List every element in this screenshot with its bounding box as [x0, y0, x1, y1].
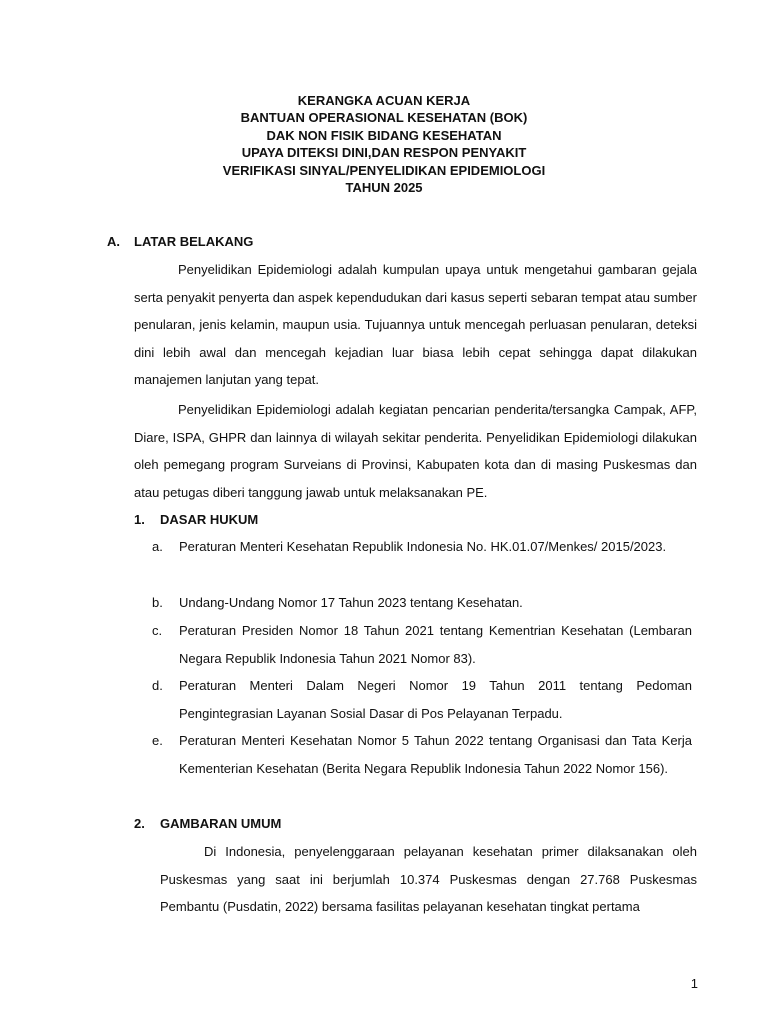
title-line: UPAYA DITEKSI DINI,DAN RESPON PENYAKIT — [241, 145, 527, 161]
section-a-paragraph: Penyelidikan Epidemiologi adalah kegiatan pencarian penderita/tersangka Campak, AFP, Diare, ISPA, GHPR dan lainnya di wilayah sekitar penderita. Penyelidikan Epidemiologi dilakukan oleh pemegang program Surveians di Provinsi, Kabupaten kota dan di masing Puskesmas dan atau petugas diberi tanggung jawab untuk melaksanakan PE. — [134, 402, 697, 500]
list-item-letter: d. — [152, 678, 163, 693]
list-item-letter: c. — [152, 623, 163, 638]
list-item-text: Peraturan Menteri Kesehatan Nomor 5 Tahun 2022 tentang Organisasi dan Tata Kerja Kementerian Kesehatan (Berita Negara Republik Indonesia Tahun 2022 Nomor 156). — [179, 733, 692, 776]
subsection-1-heading: DASAR HUKUM — [160, 512, 259, 527]
subsection-2-heading: GAMBARAN UMUM — [160, 816, 282, 831]
section-a-label: A. — [107, 234, 120, 249]
title-line: TAHUN 2025 — [345, 180, 423, 196]
title-line: KERANGKA ACUAN KERJA — [297, 93, 471, 108]
list-item-letter: e. — [152, 733, 163, 748]
list-item-text: Peraturan Menteri Kesehatan Republik Indonesia No. HK.01.07/Menkes/ 2015/2023. — [179, 539, 667, 554]
list-item-letter: b. — [152, 595, 163, 610]
subsection-2-label: 2. — [134, 816, 145, 831]
section-a-heading: LATAR BELAKANG — [134, 234, 254, 249]
title-line: DAK NON FISIK BIDANG KESEHATAN — [266, 127, 502, 143]
list-item-letter: a. — [152, 539, 163, 554]
document-title — [0, 92, 768, 196]
list-item-text: Peraturan Presiden Nomor 18 Tahun 2021 tentang Kementrian Kesehatan (Lembaran Negara Republik Indonesia Tahun 2021 Nomor 83). — [179, 623, 692, 666]
subsection-1-label: 1. — [134, 512, 145, 527]
subsection-2-paragraph: Di Indonesia, penyelenggaraan pelayanan kesehatan primer dilaksanakan oleh Puskesmas yang saat ini berjumlah 10.374 Puskesmas dengan 27.768 Puskesmas Pembantu (Pusdatin, 2022) bersama fasilitas pelayanan kesehatan tingkat pertama — [160, 844, 697, 914]
page-number: 1 — [690, 976, 698, 991]
list-item-text: Undang-Undang Nomor 17 Tahun 2023 tentang Kesehatan. — [179, 595, 523, 610]
section-a-paragraph: Penyelidikan Epidemiologi adalah kumpulan upaya untuk mengetahui gambaran gejala serta penyakit penyerta dan aspek kependudukan dari kasus seperti sebaran tempat atau sumber penularan, jenis kelamin, maupun usia. Tujuannya untuk mencegah perluasan penularan, deteksi dini lebih awal dan mencegah kejadian luar biasa lebih cepat sehingga dapat dilakukan manajemen lanjutan yang tepat. — [134, 262, 697, 387]
list-item-text: Peraturan Menteri Dalam Negeri Nomor 19 Tahun 2011 tentang Pedoman Pengintegrasian Layanan Sosial Dasar di Pos Pelayanan Terpadu. — [179, 678, 692, 721]
title-line: VERIFIKASI SINYAL/PENYELIDIKAN EPIDEMIOLOGI — [222, 162, 546, 178]
title-line: BANTUAN OPERASIONAL KESEHATAN (BOK) — [240, 110, 528, 126]
